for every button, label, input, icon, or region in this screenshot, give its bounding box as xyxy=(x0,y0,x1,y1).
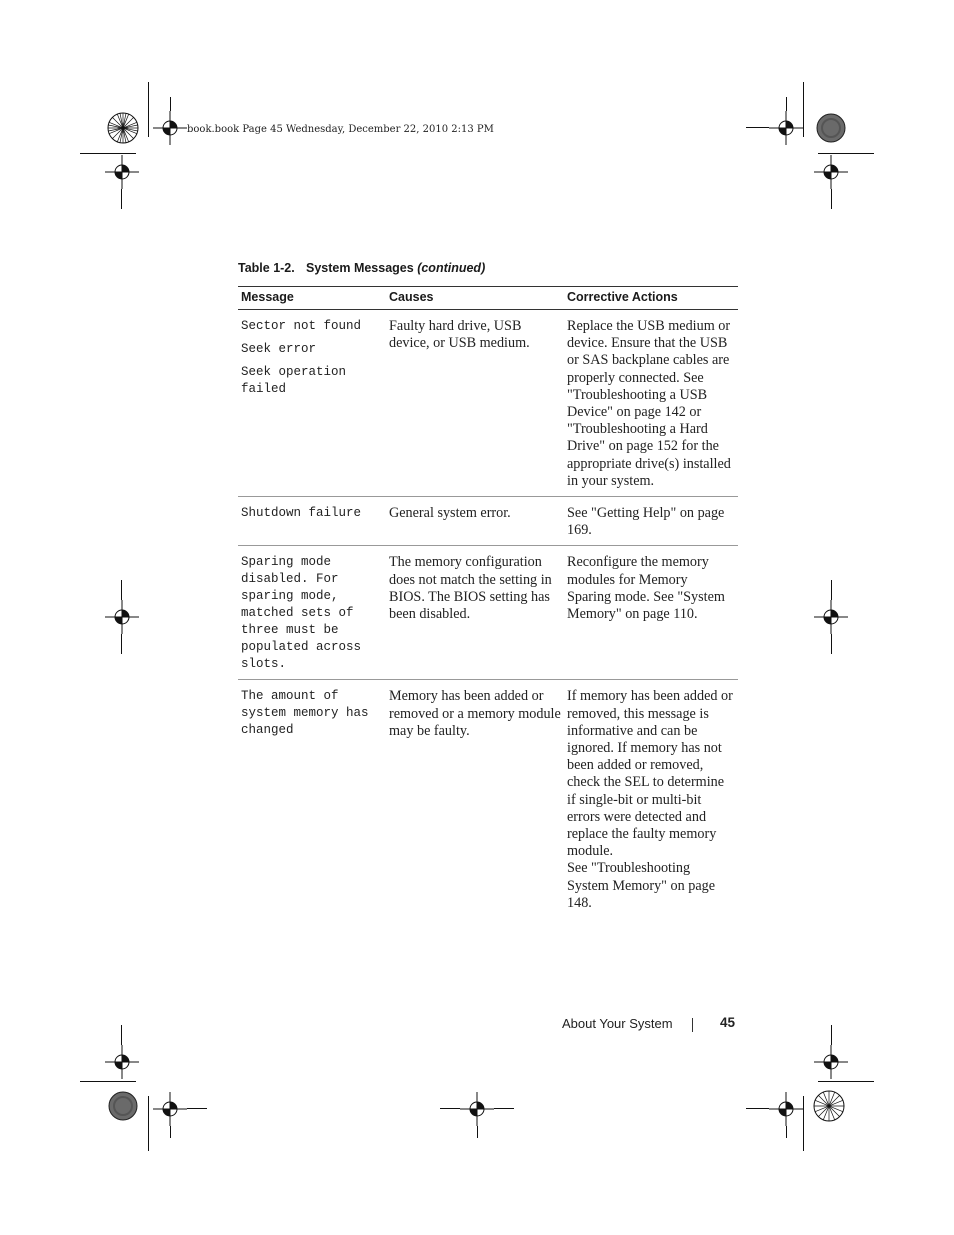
column-header-corrective-actions: Corrective Actions xyxy=(564,287,738,310)
message-cell xyxy=(238,497,386,546)
crosshair-target-icon xyxy=(769,1092,803,1126)
registration-starburst-icon xyxy=(106,111,140,145)
crosshair-target-icon xyxy=(814,155,848,189)
crop-line xyxy=(121,1025,122,1045)
cause-cell: The memory configuration does not match the setting in BIOS. The BIOS setting has been disabled. xyxy=(386,546,564,680)
crop-line xyxy=(148,1096,149,1151)
crop-line xyxy=(170,1126,171,1138)
print-info-line: book.book Page 45 Wednesday, December 22, 2010 2:13 PM xyxy=(187,124,494,135)
crop-line xyxy=(148,82,149,137)
action-cell: Replace the USB medium or device. Ensure that the USB or SAS backplane cables are properly connected. See "Troubleshooting a USB Device" on page 142 or "Troubleshooting a Hard Drive" on page 152 for the appropriate drive(s) installed in your system. xyxy=(564,310,738,497)
message-text: Seek error xyxy=(241,342,317,356)
message-text: Shutdown failure xyxy=(241,506,362,521)
action-reference-text: See "Troubleshooting System Memory" on page 148. xyxy=(567,860,716,911)
crosshair-target-icon xyxy=(105,155,139,189)
crop-line xyxy=(746,1108,769,1109)
crosshair-target-icon xyxy=(153,1092,187,1126)
table-title: System Messages xyxy=(306,261,414,275)
message-text: Sector not found xyxy=(241,319,362,333)
crop-line xyxy=(494,1108,514,1109)
table-row xyxy=(238,546,738,680)
crop-line xyxy=(80,153,136,154)
crop-line xyxy=(477,1126,478,1138)
page-number: 45 xyxy=(720,1015,736,1030)
crop-line xyxy=(818,1081,874,1082)
crop-line xyxy=(831,1025,832,1045)
table-caption xyxy=(238,261,485,275)
message-text: Sparing mode disabled. For sparing mode, matched sets of three must be populated across slots. xyxy=(241,555,362,672)
crop-line xyxy=(831,634,832,654)
system-messages-table xyxy=(238,286,738,918)
crop-line xyxy=(803,82,804,137)
table-continued-label: (continued) xyxy=(417,261,486,275)
registration-gray-disc-icon xyxy=(814,111,848,145)
action-cell: See "Getting Help" on page 169. xyxy=(564,497,738,546)
footer-section-title: About Your System xyxy=(562,1016,673,1031)
registration-gray-disc-icon xyxy=(106,1089,140,1123)
table-row xyxy=(238,497,738,546)
message-text: Seek operation failed xyxy=(241,365,347,396)
crop-line xyxy=(818,153,874,154)
crop-line xyxy=(80,1081,136,1082)
action-cell: Reconfigure the memory modules for Memory Sparing mode. See "System Memory" on page 110. xyxy=(564,546,738,680)
message-cell xyxy=(238,310,386,497)
crop-line xyxy=(440,1108,460,1109)
crosshair-target-icon xyxy=(814,600,848,634)
footer-divider xyxy=(692,1018,693,1032)
cause-cell: Memory has been added or removed or a memory module may be faulty. xyxy=(389,688,561,739)
action-text: If memory has been added or removed, this message is informative and can be ignored. If memory has not been added or removed, check the SEL to determine if single-bit or multi-bit errors were detected and replace the faulty memory module. xyxy=(567,688,733,860)
crop-line xyxy=(786,1126,787,1138)
table-number: Table 1-2. xyxy=(238,261,295,275)
crop-line xyxy=(121,580,122,600)
message-cell xyxy=(238,546,386,680)
crosshair-target-icon xyxy=(153,111,187,145)
crop-line xyxy=(803,1096,804,1151)
table-row xyxy=(238,680,738,918)
crop-line xyxy=(786,97,787,111)
cause-cell: General system error. xyxy=(386,497,564,546)
table-header-row xyxy=(238,287,738,310)
crosshair-target-icon xyxy=(105,600,139,634)
crop-line xyxy=(746,127,769,128)
crop-line xyxy=(170,97,171,111)
crop-line xyxy=(831,189,832,209)
column-header-causes: Causes xyxy=(386,287,564,310)
message-cell xyxy=(238,680,386,918)
action-cell xyxy=(564,680,738,918)
crosshair-target-icon xyxy=(814,1045,848,1079)
table-row xyxy=(238,310,738,497)
crop-line xyxy=(121,634,122,654)
cause-cell: Faulty hard drive, USB device, or USB medium. xyxy=(386,310,564,497)
crosshair-target-icon xyxy=(105,1045,139,1079)
crop-line xyxy=(187,1108,207,1109)
message-text: The amount of system memory has changed xyxy=(241,689,369,738)
crosshair-target-icon xyxy=(460,1092,494,1126)
column-header-message: Message xyxy=(238,287,386,310)
crop-line xyxy=(121,189,122,209)
crop-line xyxy=(831,580,832,600)
registration-starburst-icon xyxy=(812,1089,846,1123)
crosshair-target-icon xyxy=(769,111,803,145)
